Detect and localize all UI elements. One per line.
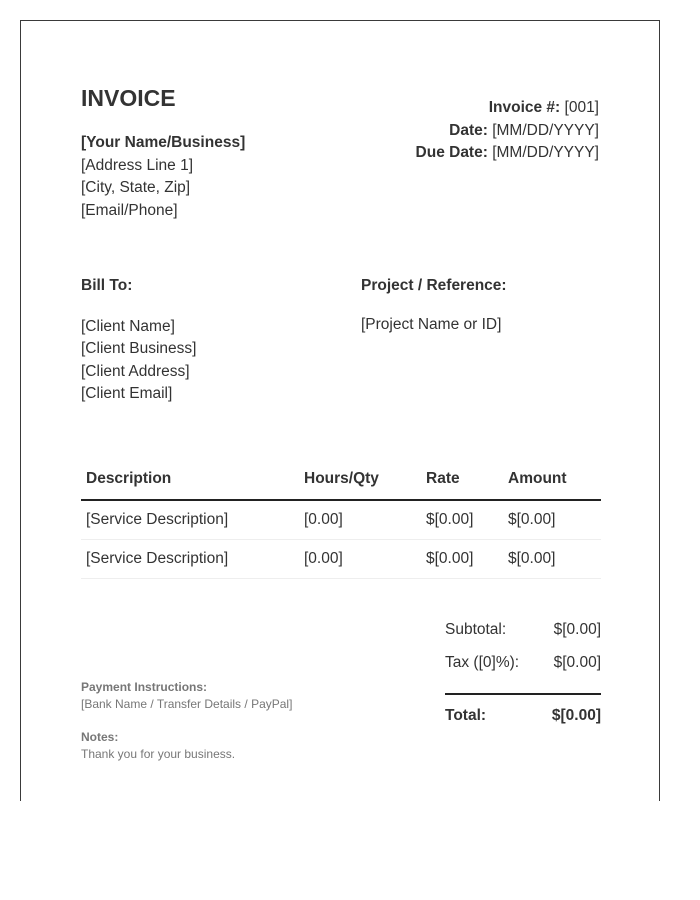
invoice-date-row xyxy=(416,120,599,143)
subtotal-row xyxy=(445,621,601,654)
header-amount: Amount xyxy=(503,459,601,500)
project-value: [Project Name or ID] xyxy=(361,316,502,333)
notes-block xyxy=(81,729,235,763)
project-heading: Project / Reference: xyxy=(361,277,507,294)
bill-to-heading: Bill To: xyxy=(81,277,133,294)
sender-block xyxy=(81,132,245,222)
sender-address: [Address Line 1] xyxy=(81,156,194,174)
row-hours: [0.00] xyxy=(299,500,421,540)
payment-heading: Payment Instructions: xyxy=(81,680,208,694)
totals-divider xyxy=(445,693,601,695)
invoice-number-label: Invoice #: xyxy=(488,99,561,116)
bill-to-block xyxy=(81,316,196,405)
client-address: [Client Address] xyxy=(81,362,190,380)
notes-heading: Notes: xyxy=(81,730,119,744)
payment-block xyxy=(81,679,292,713)
subtotal-label: Subtotal: xyxy=(445,621,507,638)
tax-value: $[0.00] xyxy=(553,654,601,671)
invoice-meta xyxy=(416,97,599,165)
header-hours: Hours/Qty xyxy=(299,459,421,500)
table-row xyxy=(81,540,601,579)
total-value: $[0.00] xyxy=(551,707,601,724)
invoice-title: INVOICE xyxy=(81,85,176,111)
due-date-label: Due Date: xyxy=(415,144,488,161)
row-amount: $[0.00] xyxy=(503,540,601,579)
sender-name: [Your Name/Business] xyxy=(81,134,246,151)
tax-row xyxy=(445,654,601,687)
row-rate: $[0.00] xyxy=(421,500,503,540)
invoice-date-value: [MM/DD/YYYY] xyxy=(492,121,599,139)
row-description: [Service Description] xyxy=(81,500,299,540)
invoice-page xyxy=(20,20,660,801)
sender-city: [City, State, Zip] xyxy=(81,179,191,196)
invoice-due-row xyxy=(416,142,599,165)
sender-contact: [Email/Phone] xyxy=(81,201,178,219)
totals-block xyxy=(445,621,601,724)
notes-text: Thank you for your business. xyxy=(81,747,236,761)
client-name: [Client Name] xyxy=(81,318,175,335)
row-amount: $[0.00] xyxy=(503,500,601,540)
invoice-number-row xyxy=(416,97,599,120)
payment-text: [Bank Name / Transfer Details / PayPal] xyxy=(81,697,293,711)
table-header-row xyxy=(81,459,601,500)
client-email: [Client Email] xyxy=(81,384,173,402)
invoice-date-label: Date: xyxy=(449,121,488,139)
client-business: [Client Business] xyxy=(81,340,197,358)
row-rate: $[0.00] xyxy=(421,540,503,579)
invoice-number-value: [001] xyxy=(564,99,599,116)
table-row xyxy=(81,500,601,540)
row-hours: [0.00] xyxy=(299,540,421,579)
due-date-value: [MM/DD/YYYY] xyxy=(492,144,599,161)
line-items-table xyxy=(81,459,601,579)
header-description: Description xyxy=(81,459,299,500)
total-label: Total: xyxy=(445,707,487,724)
tax-label: Tax ([0]%): xyxy=(445,654,520,671)
subtotal-value: $[0.00] xyxy=(553,621,601,638)
header-rate: Rate xyxy=(421,459,503,500)
row-description: [Service Description] xyxy=(81,540,299,579)
